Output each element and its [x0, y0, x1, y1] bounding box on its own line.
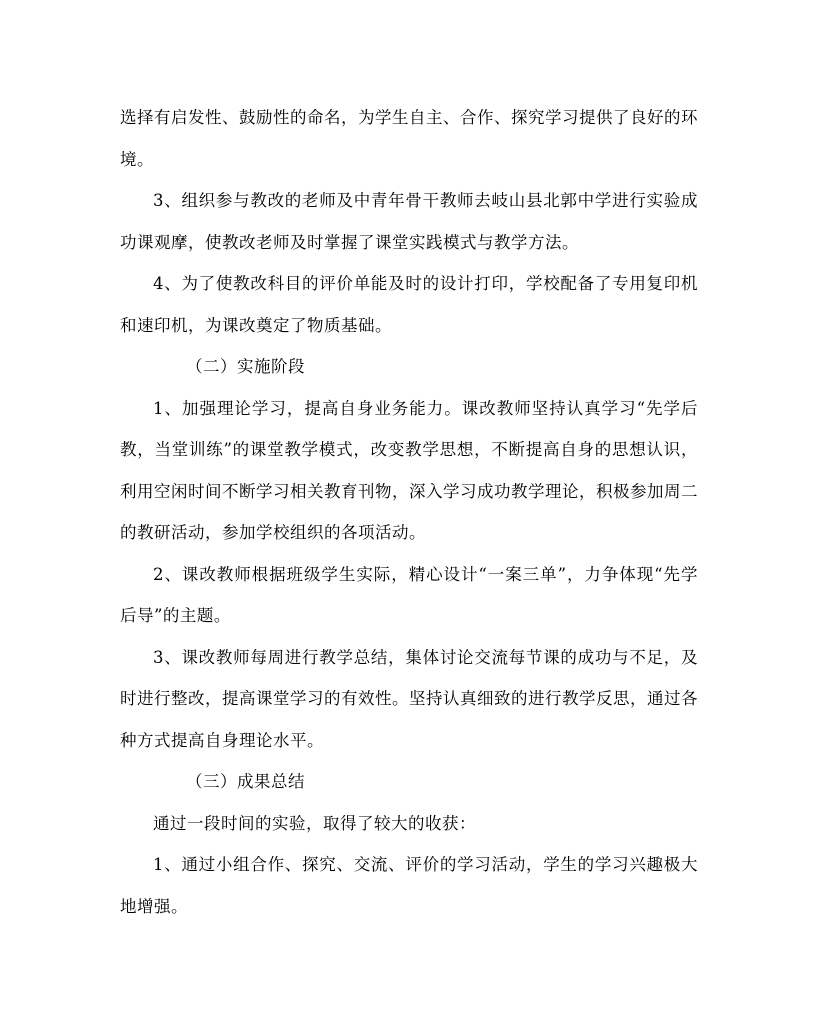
section-heading-implementation: （二）实施阶段 [186, 357, 305, 376]
paragraph-results-1: 1、通过小组合作、探究、交流、评价的学习活动，学生的学习兴趣极大地增强。 [120, 855, 698, 916]
document-body [120, 97, 698, 927]
paragraph-implementation-1: 1、加强理论学习，提高自身业务能力。课改教师坚持认真学习“先学后教，当堂训练”的课堂教学模式，改变教学思想，不断提高自身的思想认识，利用空闲时间不断学习相关教育刊物，深入学习成功教学理论，积极参加周二的教研活动，参加学校组织的各项活动。 [120, 398, 698, 542]
paragraph-item-3: 3、组织参与教改的老师及中青年骨干教师去岐山县北郭中学进行实验成功课观摩，使教改老师及时掌握了课堂实践模式与教学方法。 [120, 191, 698, 252]
paragraph-implementation-3: 3、课改教师每周进行教学总结，集体讨论交流每节课的成功与不足，及时进行整改，提高课堂学习的有效性。坚持认真细致的进行教学反思，通过各种方式提高自身理论水平。 [120, 647, 698, 750]
paragraph-results-intro: 通过一段时间的实验，取得了较大的收获： [153, 813, 476, 833]
section-heading-results: （三）成果总结 [186, 772, 305, 791]
paragraph-implementation-2: 2、课改教师根据班级学生实际，精心设计“一案三单”，力争体现“先学后导”的主题。 [120, 564, 698, 625]
paragraph-item-4: 4、为了使教改科目的评价单能及时的设计打印，学校配备了专用复印机和速印机，为课改奠定了物质基础。 [120, 274, 698, 335]
paragraph-continuation: 选择有启发性、鼓励性的命名，为学生自主、合作、探究学习提供了良好的环境。 [120, 108, 698, 169]
